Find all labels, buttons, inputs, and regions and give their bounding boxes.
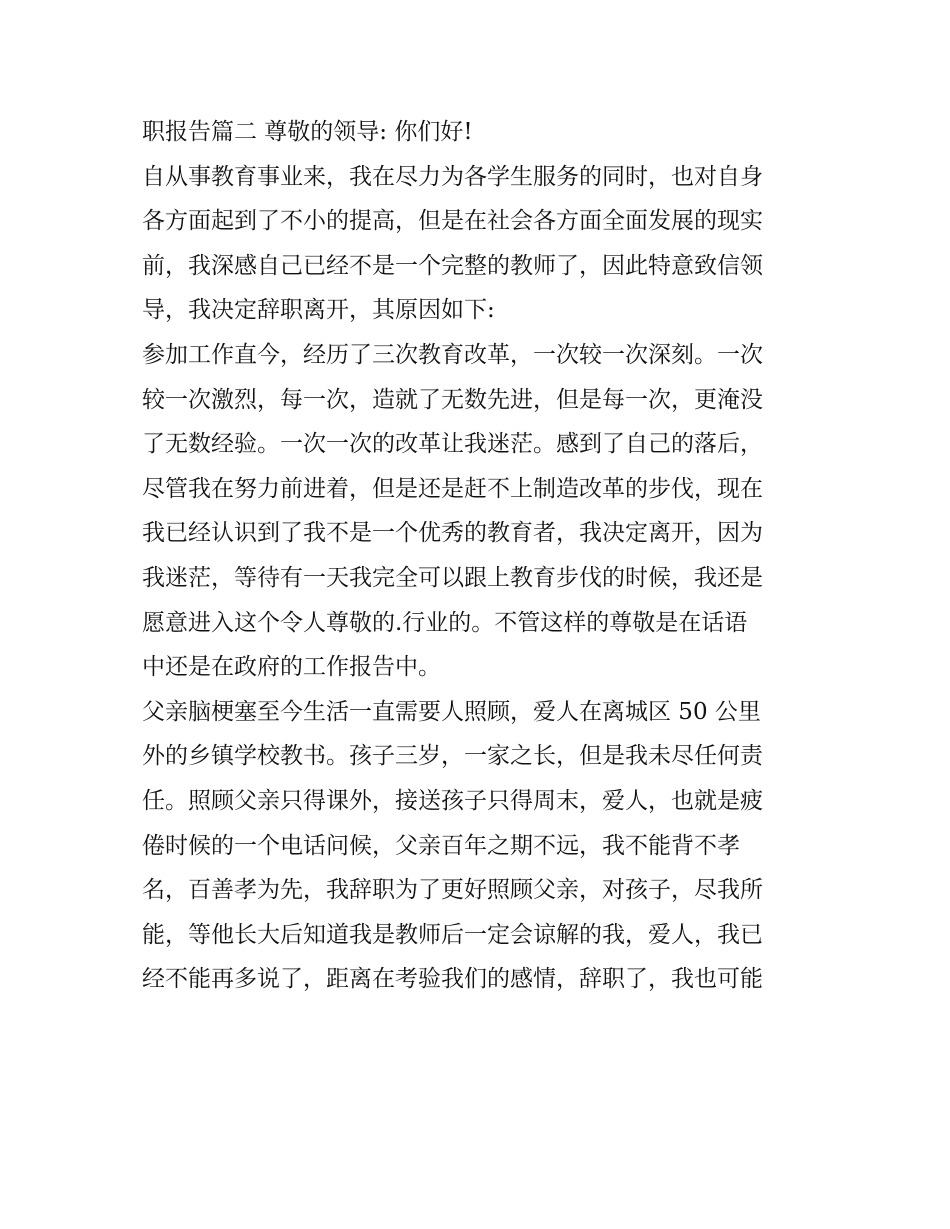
text-line: 我迷茫，等待有一天我完全可以跟上教育步伐的时候，我还是: [142, 564, 763, 591]
text-line: 较一次激烈，每一次，造就了无数先进，但是每一次，更淹没: [142, 386, 763, 413]
text-line: 尽管我在努力前进着，但是还是赶不上制造改革的步伐，现在: [142, 475, 763, 502]
text-line: 愿意进入这个令人尊敬的.行业的。不管这样的尊敬是在话语: [142, 609, 748, 636]
text-line: 参加工作直今，经历了三次教育改革，一次较一次深刻。一次: [142, 341, 763, 368]
text-line: 导，我决定辞职离开，其原因如下:: [142, 297, 495, 324]
document-body: [142, 110, 822, 1002]
text-line: 自从事教育事业来，我在尽力为各学生服务的同时，也对自身: [142, 163, 763, 190]
text-line: 父亲脑梗塞至今生活一直需要人照顾，爱人在离城区 50 公里: [142, 698, 761, 725]
text-line: 倦时候的一个电话问候，父亲百年之期不远，我不能背不孝: [142, 832, 740, 859]
text-line: 中还是在政府的工作报告中。: [142, 654, 441, 681]
text-line: 了无数经验。一次一次的改革让我迷茫。感到了自己的落后，: [142, 431, 763, 458]
text-line: 经不能再多说了，距离在考验我们的感情，辞职了，我也可能: [142, 966, 763, 993]
text-line: 名，百善孝为先，我辞职为了更好照顾父亲，对孩子，尽我所: [142, 877, 763, 904]
text-line: 各方面起到了不小的提高，但是在社会各方面全面发展的现实: [142, 208, 763, 235]
text-line: 前，我深感自己已经不是一个完整的教师了，因此特意致信领: [142, 252, 763, 279]
text-line: 职报告篇二 尊敬的领导: 你们好!: [142, 119, 473, 145]
text-line: 能，等他长大后知道我是教师后一定会谅解的我，爱人，我已: [142, 921, 763, 948]
text-line: 外的乡镇学校教书。孩子三岁，一家之长，但是我未尽任何责: [142, 743, 763, 770]
text-line: 任。照顾父亲只得课外，接送孩子只得周末，爱人，也就是疲: [142, 787, 763, 814]
text-line: 我已经认识到了我不是一个优秀的教育者，我决定离开，因为: [142, 520, 763, 547]
